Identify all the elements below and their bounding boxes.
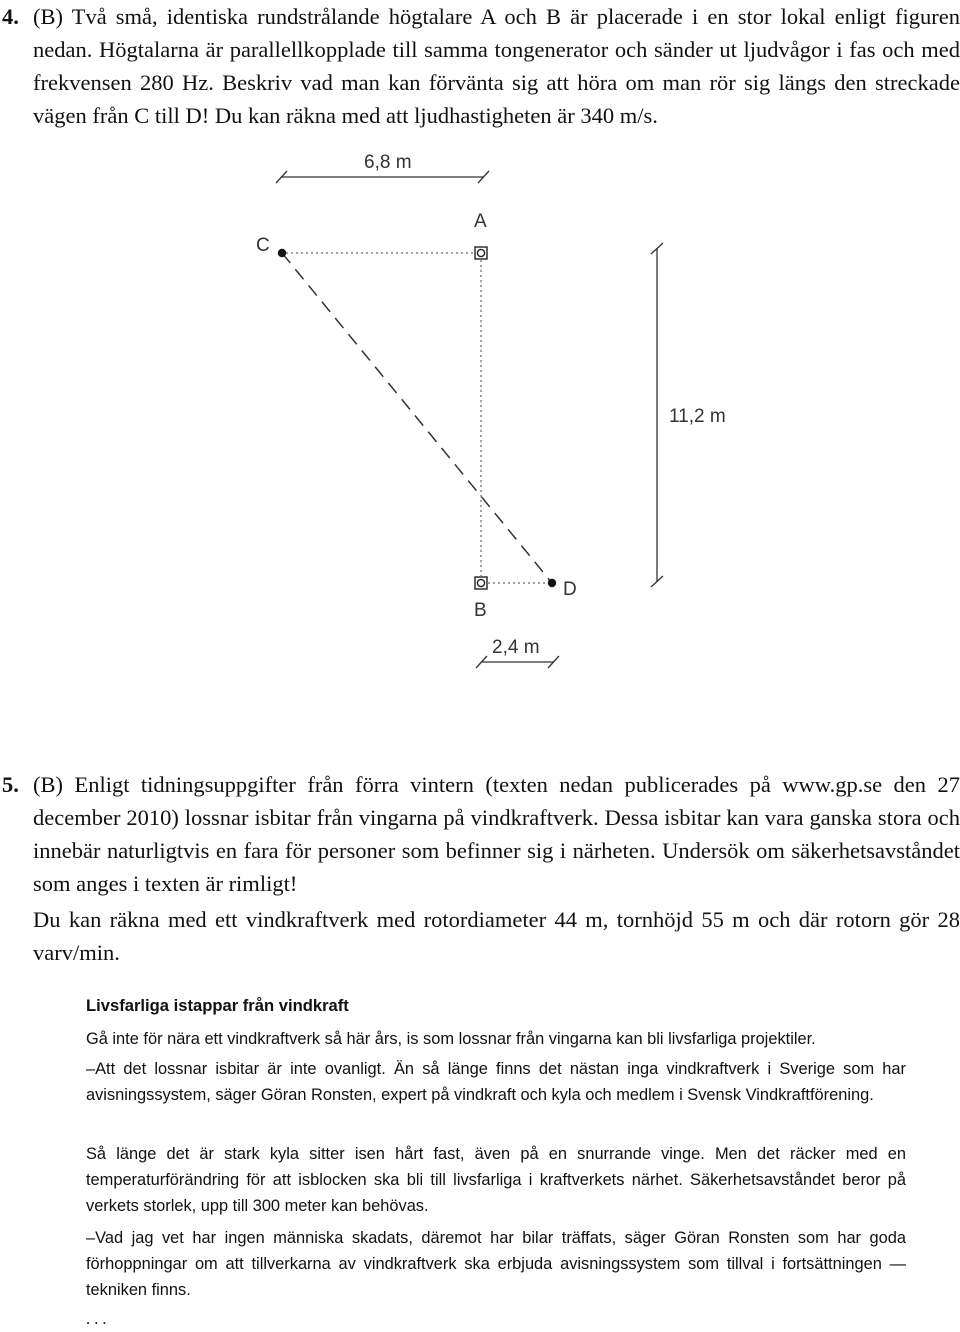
article-paragraph-text: –Vad jag vet har ingen människa skadats, däremot har bilar träffats, säger Göran Ronsten som har goda förhoppningar om att tillverkarna av vindkraftverk ska erbjuda avisningssystem som tillval i fortsättningen — tekniken finns.	[86, 1229, 906, 1299]
label-b: B	[474, 600, 487, 621]
speaker-b-icon	[475, 577, 487, 589]
dimension-top-label: 6,8 m	[364, 152, 412, 173]
speaker-a-icon	[475, 247, 487, 259]
problem-number: 5.	[2, 772, 19, 797]
problem-5-data	[0, 903, 960, 969]
problem-5	[0, 768, 960, 900]
problem-number: 4.	[2, 4, 19, 29]
point-c	[278, 249, 286, 257]
dimension-bottom-label: 2,4 m	[492, 637, 540, 658]
article-paragraph-text: –Att det lossnar isbitar är inte ovanligt. Än så länge finns det nästan inga vindkraftverk i Sverige som har avisningssystem, säger Göran Ronsten, expert på vindkraft och kyla och medlem i Svensk Vindkraftförening.	[86, 1060, 906, 1104]
article-paragraph-text: Gå inte för nära ett vindkraftverk så här års, is som lossnar från vingarna kan bli livsfarliga projektiler.	[86, 1030, 816, 1048]
article-paragraph	[86, 1141, 906, 1219]
problem-text: (B) Två små, identiska rundstrålande högtalare A och B är placerade i en stor lokal enligt figuren nedan. Högtalarna är parallellkopplade till samma tongenerator och sänder ut ljudvågor i fas och med frekvensen 280 Hz. Beskriv vad man kan förvänta sig att höra om man rör sig längs den streckade vägen från C till D! Du kan räkna med att ljudhastigheten är 340 m/s.	[33, 4, 960, 128]
dimension-right	[651, 243, 663, 587]
speaker-figure	[0, 140, 960, 700]
label-d: D	[563, 579, 577, 600]
label-a: A	[474, 211, 487, 232]
article-title: Livsfarliga istappar från vindkraft	[86, 996, 349, 1015]
point-d	[548, 579, 556, 587]
problem-text-data: Du kan räkna med ett vindkraftverk med rotordiameter 44 m, tornhöjd 55 m och där rotorn gör 28 varv/min.	[33, 907, 960, 965]
dimension-right-label: 11,2 m	[669, 406, 726, 427]
article-ellipsis: . . .	[86, 1309, 107, 1328]
problem-text: (B) Enligt tidningsuppgifter från förra vintern (texten nedan publicerades på www.gp.se den 27 december 2010) lossnar isbitar från vingarna på vindkraftverk. Dessa isbitar kan vara ganska stora och innebär naturligtvis en fara för personer som befinner sig i närheten. Undersök om säkerhetsavståndet som anges i texten är rimligt!	[33, 772, 960, 896]
article-paragraph	[86, 1026, 906, 1052]
article-paragraph	[86, 1225, 906, 1303]
dashed-path-cd	[282, 253, 552, 583]
article-paragraph-text: Så länge det är stark kyla sitter isen hårt fast, även på en snurrande vinge. Men det räcker med en temperaturförändring för att isblocken ska bli till livsfarliga i kraftverkets närhet. Säkerhetsavståndet beror på verkets storlek, upp till 300 meter kan behövas.	[86, 1145, 906, 1215]
label-c: C	[256, 235, 270, 256]
article-paragraph	[86, 1056, 906, 1108]
problem-4	[0, 0, 960, 132]
